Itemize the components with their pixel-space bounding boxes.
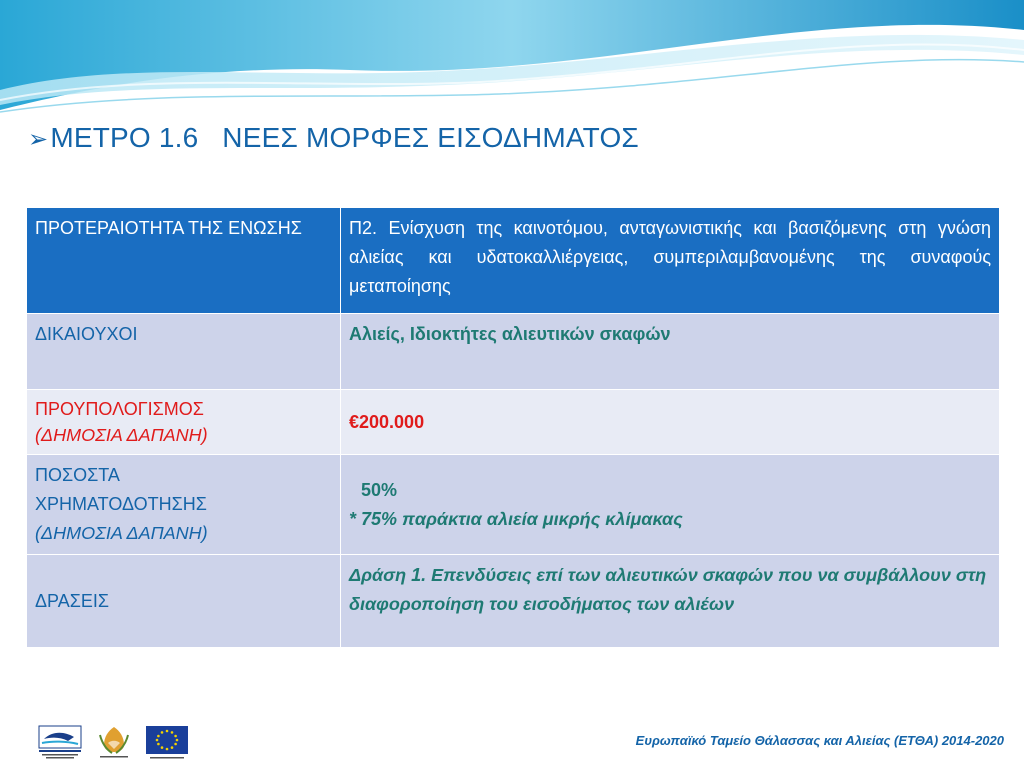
priority-value: Π2. Ενίσχυση της καινοτόμου, ανταγωνιστικής και βασιζόμενης στη γνώση αλιείας και υδατοκαλλιέργειας, συμπεριλαμβανομένης της συναφούς μεταποίησης <box>341 208 1000 314</box>
beneficiaries-label: ΔΙΚΑΙΟΥΧΟΙ <box>27 314 341 390</box>
page-title <box>28 122 639 154</box>
table-row <box>27 314 1000 390</box>
funding-rate-label: ΠΟΣΟΣΤΑ ΧΡΗΜΑΤΟΔΟΤΗΣΗΣ <box>35 465 207 514</box>
eu-flag-logo <box>144 725 190 761</box>
table-row <box>27 208 1000 314</box>
budget-label-sub: (ΔΗΜΟΣΙΑ ΔΑΠΑΝΗ) <box>35 425 208 445</box>
funding-rate-value: 50% <box>361 479 398 500</box>
fisheries-department-logo <box>38 725 82 761</box>
table-row <box>27 555 1000 648</box>
budget-label: ΠΡΟΥΠΟΛΟΓΙΣΜΟΣ <box>35 399 204 419</box>
table-row <box>27 390 1000 455</box>
funding-rate-label-cell <box>27 455 341 555</box>
arrow-bullet-icon: ➢ <box>28 126 49 153</box>
footer-fund-name: Ευρωπαϊκό Ταμείο Θάλασσας και Αλιείας (ΕΤΘΑ) 2014-2020 <box>635 733 1004 748</box>
budget-value: €200.000 <box>341 390 1000 455</box>
priority-label: ΠΡΟΤΕΡΑΙΟΤΗΤΑ ΤΗΣ ΕΝΩΣΗΣ <box>27 208 341 314</box>
beneficiaries-value: Αλιείς, Ιδιοκτήτες αλιευτικών σκαφών <box>341 314 1000 390</box>
funding-rate-label-sub: (ΔΗΜΟΣΙΑ ΔΑΠΑΝΗ) <box>35 523 208 543</box>
budget-label-cell <box>27 390 341 455</box>
measure-info-table <box>26 207 1000 648</box>
page-title-text: ΜΕΤΡΟ 1.6 ΝΕΕΣ ΜΟΡΦΕΣ ΕΙΣΟΔΗΜΑΤΟΣ <box>50 122 639 153</box>
actions-label: ΔΡΑΣΕΙΣ <box>27 555 341 648</box>
header-wave-decoration <box>0 0 1024 120</box>
funding-rate-value-cell <box>341 455 1000 555</box>
table-row <box>27 455 1000 555</box>
cyprus-coat-of-arms-logo <box>94 725 134 761</box>
funding-rate-note: * 75% παράκτια αλιεία μικρής κλίμακας <box>349 508 683 529</box>
actions-value: Δράση 1. Επενδύσεις επί των αλιευτικών σκαφών που να συμβάλλουν στη διαφοροποίηση του εισοδήματος των αλιέων <box>341 555 1000 648</box>
